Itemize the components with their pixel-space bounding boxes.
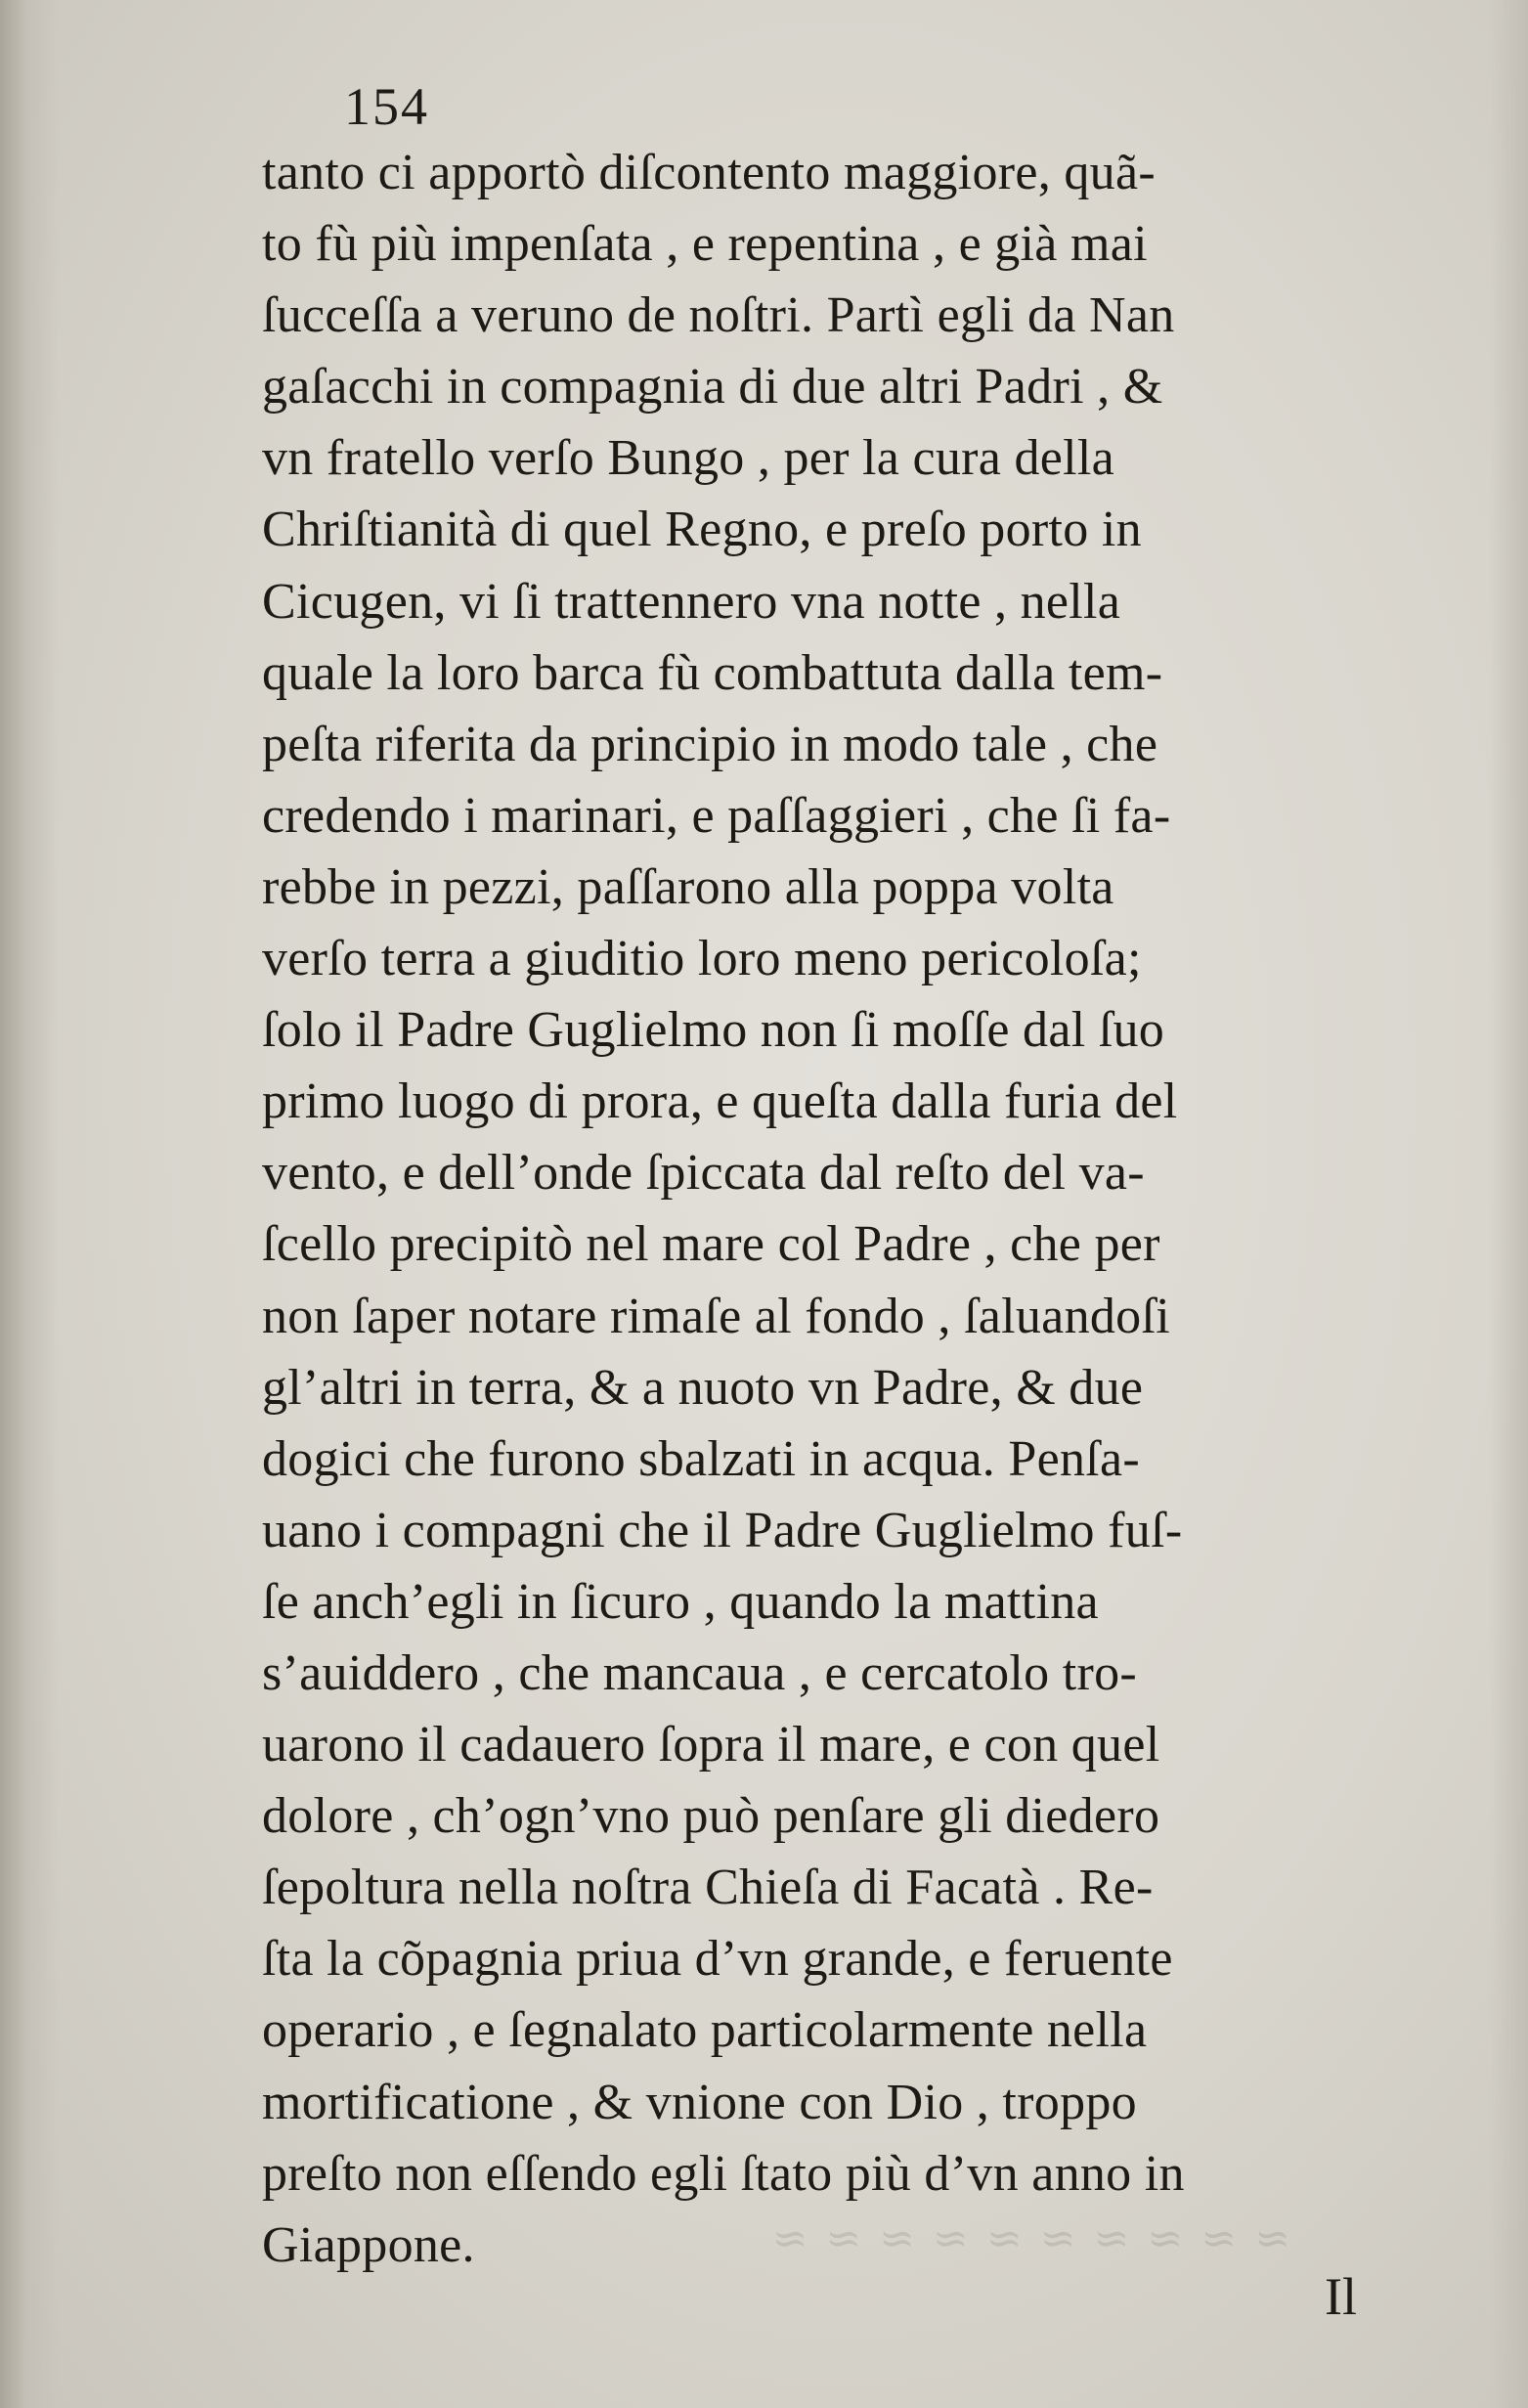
- text-line: ſe anch’egli in ſicuro , quando la mattina: [262, 1573, 1099, 1630]
- text-line: to fù più impenſata , e repentina , e già mai: [262, 216, 1148, 273]
- text-line: ſucceſſa a veruno de noſtri. Partì egli da Nan: [262, 287, 1175, 344]
- text-line: dogici che furono sbalzati in acqua. Penſa-: [262, 1430, 1141, 1487]
- body-text: [262, 137, 1469, 2281]
- page-edge-shadow: [1489, 0, 1528, 2408]
- text-line: uarono il cadauero ſopra il mare, e con quel: [262, 1717, 1160, 1773]
- text-line: ſolo il Padre Guglielmo non ſi moſſe dal ſuo: [262, 1002, 1165, 1059]
- text-line: vento, e dell’onde ſpiccata dal reſto del va-: [262, 1145, 1145, 1202]
- text-line: s’auiddero , che mancaua , e cercatolo tro-: [262, 1644, 1137, 1701]
- text-line: gaſacchi in compagnia di due altri Padri , &: [262, 359, 1163, 416]
- show-through-decoration: ≈ ≈ ≈ ≈ ≈ ≈ ≈ ≈ ≈ ≈: [769, 2213, 1290, 2263]
- text-line: Cicugen, vi ſi trattennero vna notte , nella: [262, 573, 1121, 630]
- text-line: gl’altri in terra, & a nuoto vn Padre, & due: [262, 1359, 1144, 1416]
- text-line: rebbe in pezzi, paſſarono alla poppa volta: [262, 858, 1114, 915]
- text-line: verſo terra a giuditio loro meno pericoloſa;: [262, 931, 1142, 987]
- text-line: mortificatione , & vnione con Dio , troppo: [262, 2074, 1137, 2130]
- text-line: primo luogo di prora, e queſta dalla furia del: [262, 1073, 1178, 1130]
- text-line: uano i compagni che il Padre Guglielmo fuſ-: [262, 1502, 1183, 1558]
- text-line: quale la loro barca fù combattuta dalla tem-: [262, 644, 1163, 701]
- text-line: tanto ci apportò diſcontento maggiore, quã-: [262, 145, 1156, 200]
- text-line: preſto non eſſendo egli ſtato più d’vn anno in: [262, 2145, 1185, 2202]
- text-line: Chriſtianità di quel Regno, e preſo porto in: [262, 502, 1142, 558]
- text-line: non ſaper notare rimaſe al fondo , ſaluandoſi: [262, 1288, 1170, 1344]
- text-line: operario , e ſegnalato particolarmente nella: [262, 2002, 1148, 2059]
- page-number: 154: [344, 77, 429, 136]
- text-line: vn fratello verſo Bungo , per la cura della: [262, 430, 1115, 487]
- catchword: Il: [1325, 2267, 1357, 2326]
- text-line: Giappone.: [262, 2216, 475, 2273]
- text-line: ſta la cõpagnia priua d’vn grande, e feruente: [262, 1931, 1173, 1988]
- text-line: ſepoltura nella noſtra Chieſa di Facatà . Re-: [262, 1860, 1154, 1916]
- text-line: ſcello precipitò nel mare col Padre , che per: [262, 1216, 1160, 1273]
- text-line: peſta riferita da principio in modo tale , che: [262, 716, 1158, 772]
- text-line: dolore , ch’ogn’vno può penſare gli diedero: [262, 1788, 1160, 1845]
- text-line: credendo i marinari, e paſſaggieri , che ſi fa-: [262, 787, 1171, 844]
- gutter-shadow: [0, 0, 59, 2408]
